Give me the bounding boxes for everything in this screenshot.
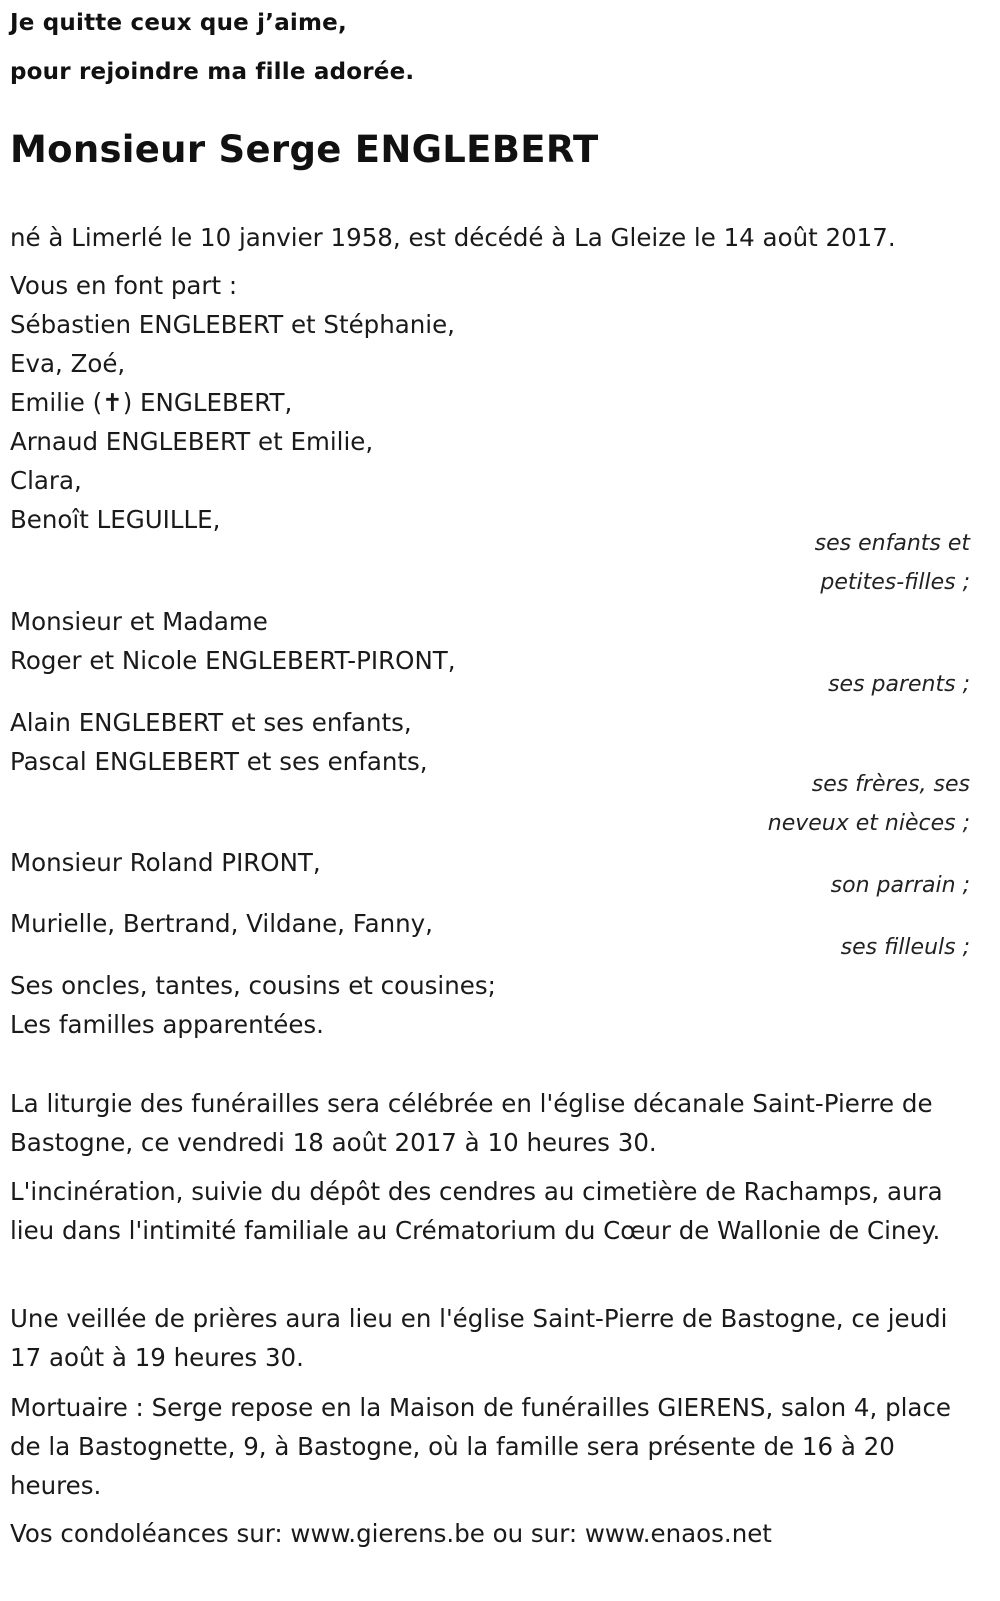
family-children-line-4: Arnaud ENGLEBERT et Emilie,: [10, 427, 374, 456]
relation-children-line-1: ses enfants et: [814, 531, 970, 556]
family-parents-line-1: Monsieur et Madame: [10, 607, 268, 636]
family-others-line-2: Les familles apparentées.: [10, 1010, 324, 1039]
birth-death-line: né à Limerlé le 10 janvier 1958, est décédé à La Gleize le 14 août 2017.: [10, 223, 896, 252]
relation-godfather: son parrain ;: [830, 873, 970, 898]
family-parents-line-2: Roger et Nicole ENGLEBERT-PIRONT,: [10, 646, 456, 675]
family-children-line-6: Benoît LEGUILLE,: [10, 505, 221, 534]
family-children-line-5: Clara,: [10, 466, 82, 495]
paragraph-liturgy: La liturgie des funérailles sera célébrée en l'église décanale Saint-Pierre de Bastogne, ce vendredi 18 août 2017 à 10 heures 30.: [10, 1089, 933, 1157]
announcement-intro: Vous en font part :: [10, 271, 238, 300]
paragraph-mortuary: Mortuaire : Serge repose en la Maison de funérailles GIERENS, salon 4, place de la Bastognette, 9, à Bastogne, où la famille sera présente de 16 à 20 heures.: [10, 1393, 951, 1500]
paragraph-cremation: L'incinération, suivie du dépôt des cendres au cimetière de Rachamps, aura lieu dans l'intimité familiale au Crématorium du Cœur de Wallonie de Ciney.: [10, 1177, 943, 1245]
epigraph-line-1: Je quitte ceux que j’aime,: [10, 10, 347, 36]
family-children-line-3: Emilie (✝) ENGLEBERT,: [10, 388, 293, 417]
epigraph-line-2: pour rejoindre ma fille adorée.: [10, 59, 415, 85]
relation-siblings-line-1: ses frères, ses: [811, 772, 970, 797]
family-children-line-2: Eva, Zoé,: [10, 349, 126, 378]
paragraph-vigil: Une veillée de prières aura lieu en l'église Saint-Pierre de Bastogne, ce jeudi 17 août à 19 heures 30.: [10, 1304, 948, 1372]
family-others-line-1: Ses oncles, tantes, cousins et cousines;: [10, 971, 496, 1000]
relation-children-line-2: petites-filles ;: [820, 570, 970, 595]
family-siblings-line-1: Alain ENGLEBERT et ses enfants,: [10, 708, 412, 737]
deceased-name-title: Monsieur Serge ENGLEBERT: [10, 128, 599, 171]
family-godfather: Monsieur Roland PIRONT,: [10, 848, 321, 877]
family-siblings-line-2: Pascal ENGLEBERT et ses enfants,: [10, 747, 428, 776]
relation-parents: ses parents ;: [828, 672, 970, 697]
family-children-line-1: Sébastien ENGLEBERT et Stéphanie,: [10, 310, 455, 339]
relation-godchildren: ses filleuls ;: [840, 935, 970, 960]
paragraph-condolences: Vos condoléances sur: www.gierens.be ou sur: www.enaos.net: [10, 1519, 772, 1548]
relation-siblings-line-2: neveux et nièces ;: [767, 811, 970, 836]
family-godchildren: Murielle, Bertrand, Vildane, Fanny,: [10, 909, 433, 938]
